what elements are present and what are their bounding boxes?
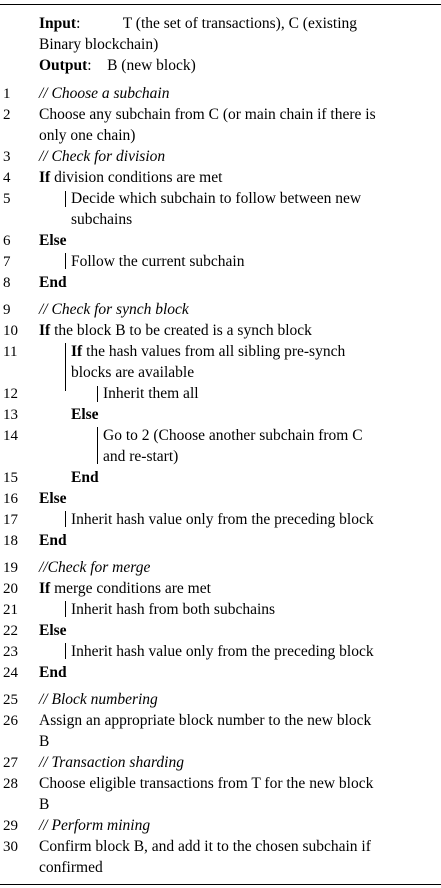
line-number: 9: [3, 302, 11, 318]
statement-text: merge conditions are met: [50, 580, 211, 597]
keyword: If: [39, 580, 51, 597]
line-number: 6: [3, 233, 11, 249]
line-number: 19: [3, 560, 18, 576]
line-number: 5: [3, 191, 11, 207]
input-line-2: [39, 35, 158, 55]
line-number: 25: [3, 692, 18, 708]
statement-text: Follow the current subchain: [71, 253, 245, 270]
algorithm-line: [39, 621, 67, 641]
statement-text: Inherit hash value only from the preceding block: [71, 511, 374, 528]
line-number: 26: [3, 713, 18, 729]
algorithm-line: [39, 126, 135, 146]
output-label: Output: [39, 57, 88, 74]
line-number: 27: [3, 755, 18, 771]
algorithm-line: [39, 558, 150, 578]
line-number: 8: [3, 275, 11, 291]
indent-bar: [65, 343, 66, 391]
line-number: 18: [3, 533, 18, 549]
statement-text: blocks are available: [71, 364, 195, 381]
statement-text: Inherit them all: [103, 385, 199, 402]
algorithm-line: [71, 405, 99, 425]
algorithm-line: [39, 231, 67, 251]
line-number: 23: [3, 644, 18, 660]
indent-bar: [97, 386, 98, 402]
keyword: If: [39, 322, 51, 339]
input-text-2: Binary blockchain): [39, 36, 159, 53]
algorithm-line: [103, 447, 178, 467]
algorithm-line: [39, 732, 49, 752]
algorithm-line: [39, 531, 67, 551]
algorithm-line: [39, 579, 211, 599]
algorithm-line: [39, 774, 373, 794]
line-number: 20: [3, 581, 18, 597]
algorithm-line: [39, 84, 169, 104]
keyword: Else: [39, 490, 67, 507]
statement-text: Inherit hash from both subchains: [71, 601, 276, 618]
comment: // Check for synch block: [39, 301, 189, 318]
algorithm-line: [71, 363, 194, 383]
algorithm-line: [71, 210, 132, 230]
keyword: End: [39, 532, 67, 549]
statement-text: the block B to be created is a synch block: [50, 322, 312, 339]
line-number: 1: [3, 86, 11, 102]
statement-text: Go to 2 (Choose another subchain from C: [103, 427, 363, 444]
algorithm-line: [71, 642, 374, 662]
statement-text: Choose any subchain from C (or main chain if there is: [39, 106, 376, 123]
keyword: Else: [39, 232, 67, 249]
keyword: Else: [39, 622, 67, 639]
statement-text: Confirm block B, and add it to the chosen subchain if: [39, 838, 371, 855]
algorithm-line: [39, 147, 165, 167]
algorithm-line: [103, 426, 363, 446]
line-number: 4: [3, 170, 11, 186]
algorithm-line: [39, 168, 222, 188]
line-number: 7: [3, 254, 11, 270]
keyword: If: [39, 169, 51, 186]
comment: // Perform mining: [39, 817, 151, 834]
input-text-1: T (the set of transactions), C (existing: [122, 15, 358, 32]
comment: // Transaction sharding: [39, 754, 184, 771]
line-number: 16: [3, 491, 18, 507]
algorithm-line: [71, 468, 99, 488]
statement-text: Choose eligible transactions from T for the new block: [39, 775, 374, 792]
algorithm-line: [71, 252, 244, 272]
comment: //Check for merge: [39, 559, 151, 576]
line-number: 10: [3, 323, 18, 339]
top-rule: [0, 4, 441, 5]
input-line-1: Input: T (the set of transactions), C (existing: [39, 15, 358, 32]
statement-text: Decide which subchain to follow between new: [71, 190, 362, 207]
comment: // Choose a subchain: [39, 85, 170, 102]
keyword: End: [39, 664, 67, 681]
keyword: Else: [71, 406, 99, 423]
indent-bar: [65, 601, 66, 617]
keyword: If: [71, 343, 83, 360]
statement-text: subchains: [71, 211, 133, 228]
algorithm-line: [39, 816, 150, 836]
line-number: 17: [3, 512, 18, 528]
line-number: 13: [3, 407, 18, 423]
statement-text: B: [39, 796, 50, 813]
algorithm-line: [39, 105, 376, 125]
line-number: 28: [3, 776, 18, 792]
comment: // Block numbering: [39, 691, 158, 708]
line-number: 29: [3, 818, 18, 834]
keyword: End: [39, 274, 67, 291]
algorithm-line: [39, 711, 371, 731]
algorithm-line: [39, 273, 67, 293]
algorithm-line: [39, 858, 103, 878]
line-number: 15: [3, 470, 18, 486]
indent-bar: [65, 191, 66, 207]
comment: // Check for division: [39, 148, 166, 165]
output-line: Output: B (new block): [39, 57, 196, 74]
bottom-rule: [0, 884, 441, 885]
input-label: Input: [39, 15, 77, 32]
algorithm-line: [39, 300, 189, 320]
algorithm-line: [39, 663, 67, 683]
line-number: 24: [3, 665, 18, 681]
line-number: 2: [3, 107, 11, 123]
line-number: 21: [3, 602, 18, 618]
algorithm-line: [39, 489, 67, 509]
indent-bar: [65, 643, 66, 659]
algorithm-line: [39, 837, 371, 857]
algorithm-line: [39, 753, 184, 773]
algorithm-line: [39, 795, 49, 815]
line-number: 22: [3, 623, 18, 639]
line-number: 12: [3, 386, 18, 402]
keyword: End: [71, 469, 99, 486]
statement-text: Assign an appropriate block number to the new block: [39, 712, 372, 729]
statement-text: the hash values from all sibling pre-synch: [82, 343, 346, 360]
output-text: B (new block): [107, 57, 196, 74]
statement-text: and re-start): [103, 448, 179, 465]
line-number: 11: [3, 344, 18, 360]
algorithm-line: [71, 510, 374, 530]
algorithm-line: [103, 384, 199, 404]
statement-text: confirmed: [39, 859, 103, 876]
algorithm-line: [39, 321, 312, 341]
indent-bar: [65, 511, 66, 527]
algorithm-line: [71, 189, 361, 209]
line-number: 3: [3, 149, 11, 165]
algorithm-line: [71, 342, 345, 362]
algorithm-line: [71, 600, 275, 620]
indent-bar: [65, 253, 66, 269]
line-number: 30: [3, 839, 18, 855]
statement-text: only one chain): [39, 127, 136, 144]
statement-text: B: [39, 733, 50, 750]
line-number: 14: [3, 428, 18, 444]
statement-text: division conditions are met: [50, 169, 223, 186]
statement-text: Inherit hash value only from the preceding block: [71, 643, 374, 660]
indent-bar: [97, 427, 98, 464]
algorithm-line: [39, 690, 158, 710]
